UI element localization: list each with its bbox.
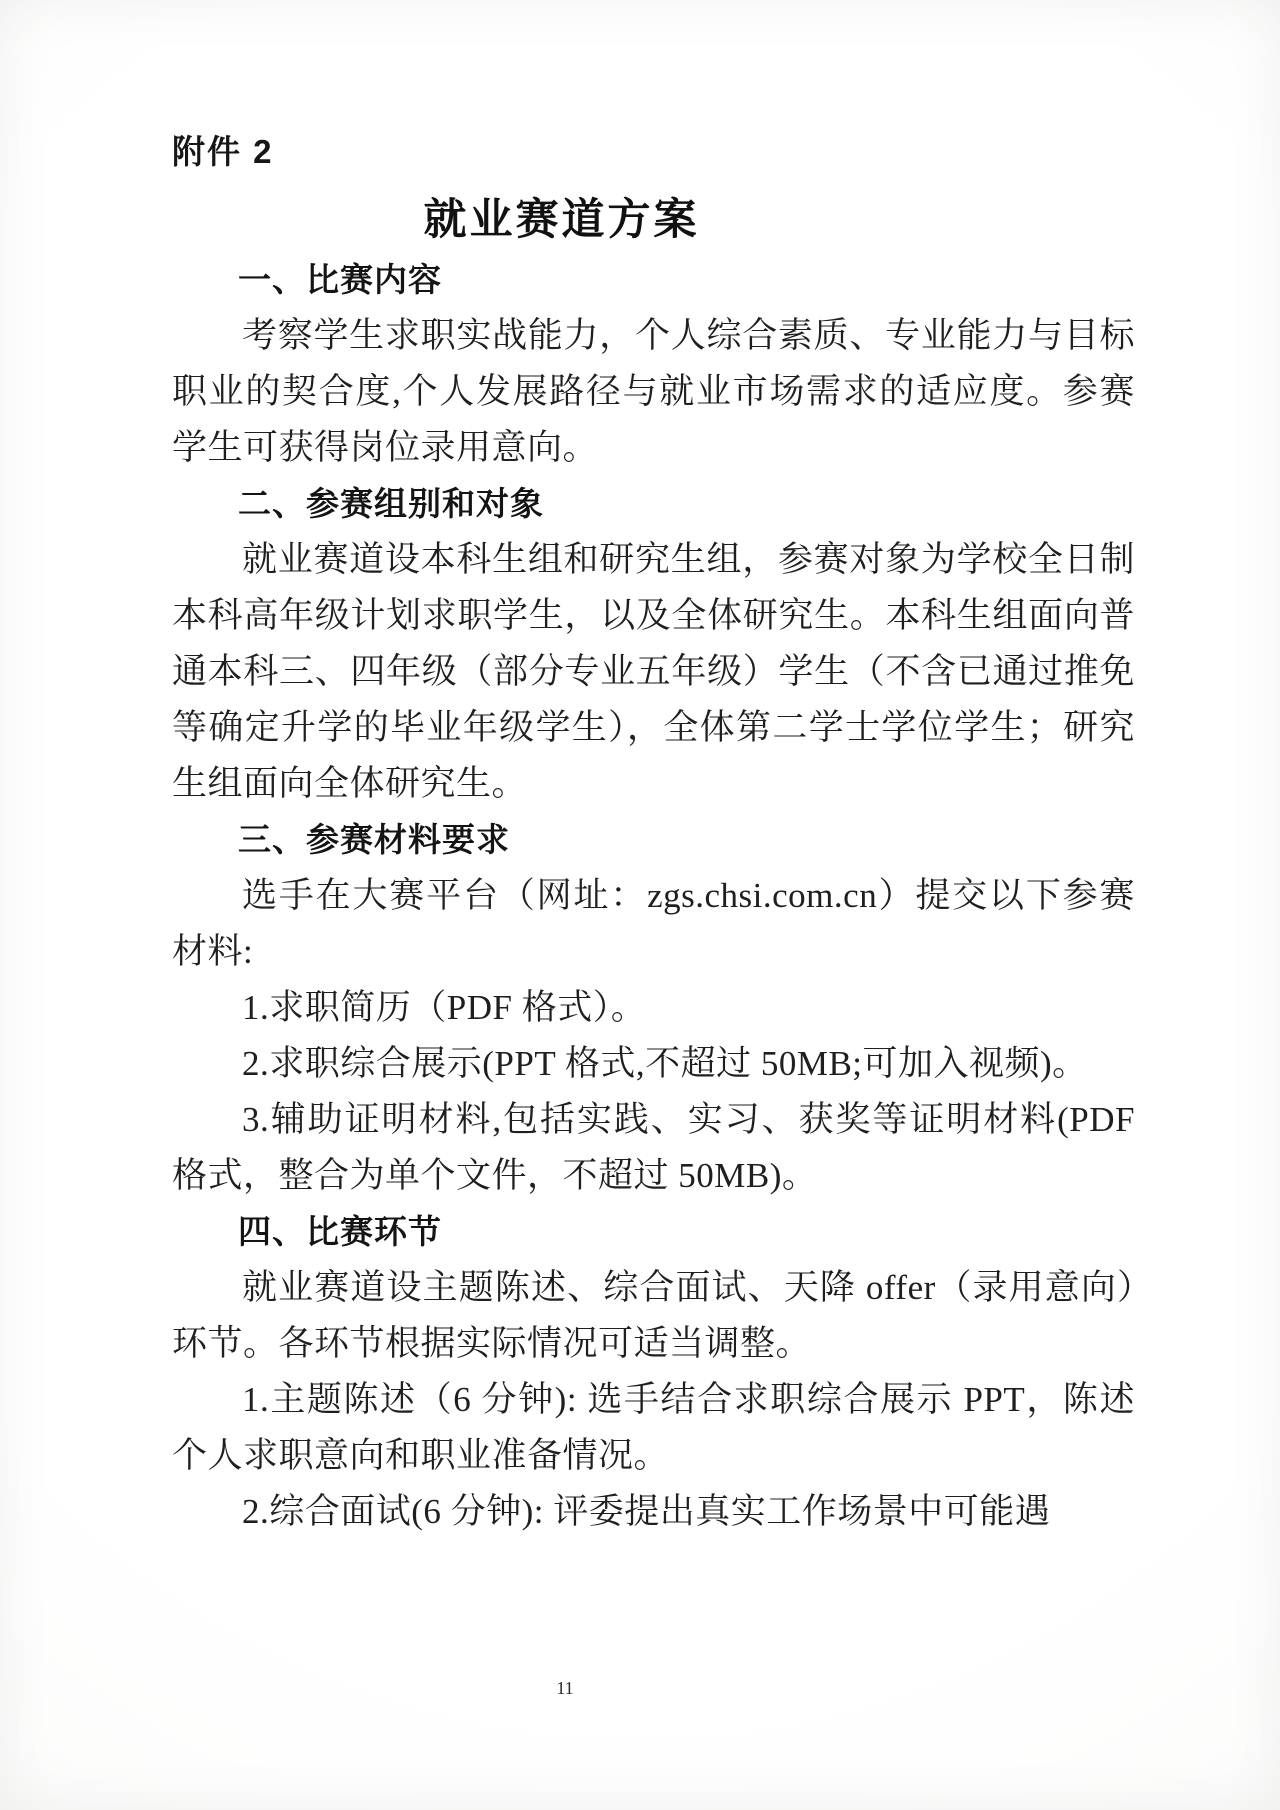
document-title: 就业赛道方案 <box>423 197 700 244</box>
list-item: 3.辅助证明材料,包括实践、实习、获奖等证明材料(PDF 格式，整合为单个文件，不超过 50MB)。 <box>172 1100 1135 1195</box>
paragraph: 选手在大赛平台（网址：zgs.chsi.com.cn）提交以下参赛材料: <box>172 876 1135 971</box>
list-item: 1.主题陈述（6 分钟): 选手结合求职综合展示 PPT，陈述个人求职意向和职业准备情况。 <box>172 1380 1135 1475</box>
list-item: 2.综合面试(6 分钟): 评委提出真实工作场景中可能遇 <box>242 1492 1051 1531</box>
section-heading: 四、比赛环节 <box>238 1213 442 1250</box>
list-item: 2.求职综合展示(PPT 格式,不超过 50MB;可加入视频)。 <box>242 1044 1088 1083</box>
section-material-requirements <box>172 812 1135 1204</box>
attachment-label: 附件 2 <box>172 133 274 170</box>
paragraph: 就业赛道设本科生组和研究生组，参赛对象为学校全日制本科高年级计划求职学生，以及全体研究生。本科生组面向普通本科三、四年级（部分专业五年级）学生（不含已通过推免等确定升学的毕业年级学生），全体第二学士学位学生；研究生组面向全体研究生。 <box>172 540 1135 803</box>
page-number: 11 <box>556 1678 574 1698</box>
section-groups-and-targets <box>172 476 1135 812</box>
section-heading: 一、比赛内容 <box>238 261 442 298</box>
section-competition-stages <box>172 1204 1135 1540</box>
document-content <box>172 130 1135 1540</box>
paragraph: 就业赛道设主题陈述、综合面试、天降 offer（录用意向）环节。各环节根据实际情况可适当调整。 <box>172 1268 1135 1363</box>
section-competition-content <box>172 252 1135 476</box>
section-heading: 三、参赛材料要求 <box>238 821 510 858</box>
section-heading: 二、参赛组别和对象 <box>238 485 544 522</box>
list-item: 1.求职简历（PDF 格式）。 <box>242 988 647 1027</box>
paragraph: 考察学生求职实战能力，个人综合素质、专业能力与目标职业的契合度,个人发展路径与就业市场需求的适应度。参赛学生可获得岗位录用意向。 <box>172 316 1135 467</box>
